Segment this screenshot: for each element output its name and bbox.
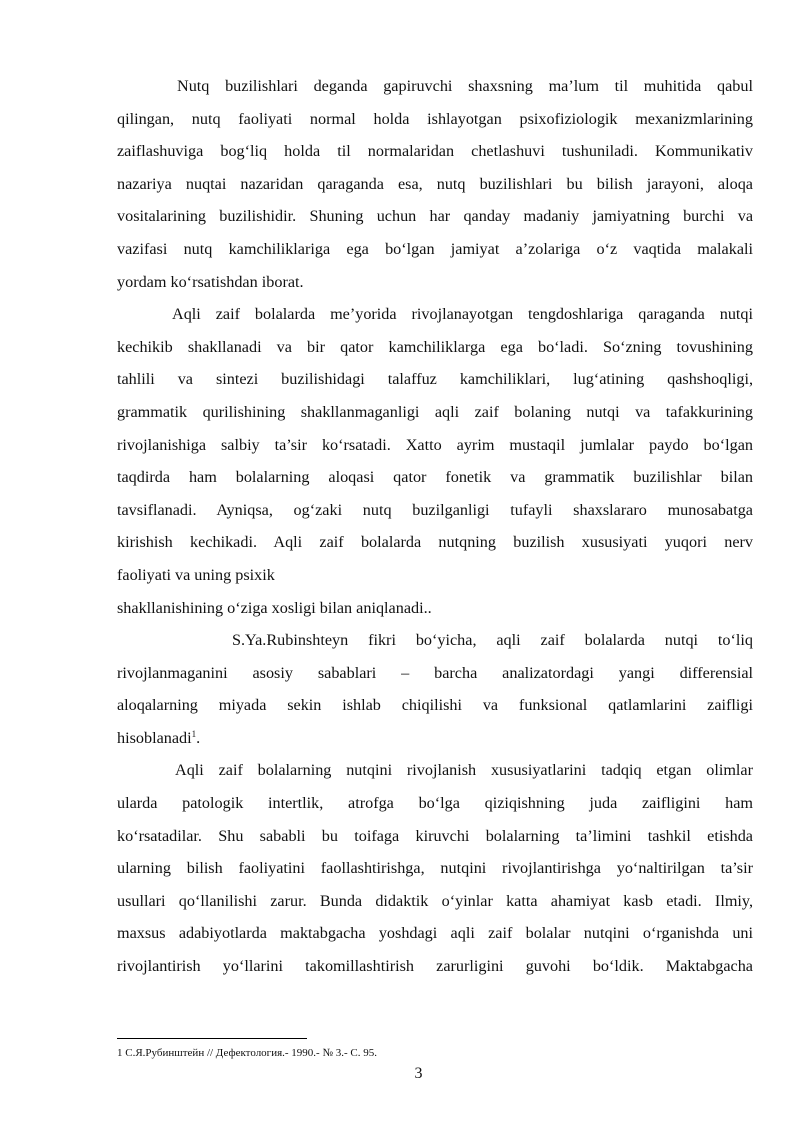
text-line: yordam ko‘rsatishdan iborat. bbox=[117, 272, 304, 291]
text-line: faoliyati va uning psixik bbox=[117, 565, 275, 584]
text-line: kirishish kechikadi. Aqli zaif bolalarda nutqning buzilish xususiyati yuqori nerv bbox=[117, 533, 753, 552]
text-line: S.Ya.Rubinshteyn fikri bo‘yicha, aqli zaif bolalarda nutqi to‘liq bbox=[232, 631, 753, 650]
text-line: tahlili va sintezi buzilishidagi talaffuz kamchiliklari, lug‘atining qashshoqligi, bbox=[117, 370, 753, 389]
text-line: maxsus adabiyotlarda maktabgacha yoshdagi aqli zaif bolalar nutqini o‘rganishda uni bbox=[117, 924, 753, 943]
text-line: tavsiflanadi. Ayniqsa, og‘zaki nutq buzilganligi tufayli shaxslararo munosabatga bbox=[117, 500, 753, 519]
text-line: vositalarining buzilishidir. Shuning uchun har qanday madaniy jamiyatning burchi va bbox=[117, 207, 753, 226]
text-line: usullari qo‘llanilishi zarur. Bunda didaktik o‘yinlar katta ahamiyat kasb etadi. Ilmiy, bbox=[117, 891, 753, 910]
text-line: Aqli zaif bolalarning nutqini rivojlanish xususiyatlarini tadqiq etgan olimlar bbox=[175, 761, 753, 780]
text-line: zaiflashuviga bog‘liq holda til normalaridan chetlashuvi tushuniladi. Kommunikativ bbox=[117, 142, 753, 161]
text-line: kechikib shakllanadi va bir qator kamchiliklarga ega bo‘ladi. So‘zning tovushining bbox=[117, 337, 753, 356]
text-line: ko‘rsatadilar. Shu sababli bu toifaga kiruvchi bolalarning ta’limini tashkil etishda bbox=[117, 826, 753, 845]
page-number: 3 bbox=[414, 1065, 423, 1082]
text-line: rivojlanmaganini asosiy sabablari – barcha analizatordagi yangi differensial bbox=[117, 663, 753, 682]
text-fragment: . bbox=[196, 728, 201, 747]
text-line-last bbox=[117, 722, 753, 755]
text-line: vazifasi nutq kamchiliklariga ega bo‘lgan jamiyat a’zolariga o‘z vaqtida malakali bbox=[117, 239, 753, 258]
text-line: Nutq buzilishlari deganda gapiruvchi shaxsning ma’lum til muhitida qabul bbox=[177, 77, 753, 95]
text-line: nazariya nuqtai nazaridan qaraganda esa, nutq buzilishlari bu bilish jarayoni, aloqa bbox=[117, 174, 753, 193]
text-line: shakllanishining o‘ziga xosligi bilan aniqlanadi.. bbox=[117, 598, 432, 617]
text-line: aloqalarning miyada sekin ishlab chiqilishi va funksional qatlamlarini zaifligi bbox=[117, 696, 753, 715]
text-line: qilingan, nutq faoliyati normal holda ishlayotgan psixofiziologik mexanizmlarining bbox=[117, 109, 753, 128]
paragraph-1 bbox=[117, 70, 753, 298]
text-line: taqdirda ham bolalarning aloqasi qator fonetik va grammatik buzilishlar bilan bbox=[117, 468, 753, 487]
body-text bbox=[117, 70, 753, 983]
text-line: rivojlantirish yo‘llarini takomillashtirish zarurligini guvohi bo‘ldik. Maktabgacha bbox=[117, 957, 753, 976]
text-line: Aqli zaif bolalarda me’yorida rivojlanayotgan tengdoshlariga qaraganda nutqi bbox=[172, 305, 753, 324]
footnote: 1 С.Я.Рубинштейн // Дефектология.- 1990.- № 3.- С. 95. bbox=[117, 1047, 377, 1059]
paragraph-2 bbox=[117, 298, 753, 624]
footnote-separator bbox=[117, 1038, 307, 1039]
text-line: ularda patologik intertlik, atrofga bo‘lga qiziqishning juda zaifligini ham bbox=[117, 794, 753, 813]
text-line: rivojlanishiga salbiy ta’sir ko‘rsatadi. Xatto ayrim mustaqil jumlalar paydo bo‘lgan bbox=[117, 435, 753, 454]
paragraph-4 bbox=[117, 754, 753, 982]
text-line: grammatik qurilishining shakllanmaganligi aqli zaif bolaning nutqi va tafakkurining bbox=[117, 402, 753, 421]
text-fragment: hisoblanadi bbox=[117, 728, 192, 747]
footnote-reference[interactable]: 1 bbox=[191, 728, 197, 739]
paragraph-3 bbox=[117, 624, 753, 754]
text-line: ularning bilish faoliyatini faollashtirishga, nutqini rivojlantirishga yo‘naltirilgan ta’sir bbox=[117, 859, 753, 878]
